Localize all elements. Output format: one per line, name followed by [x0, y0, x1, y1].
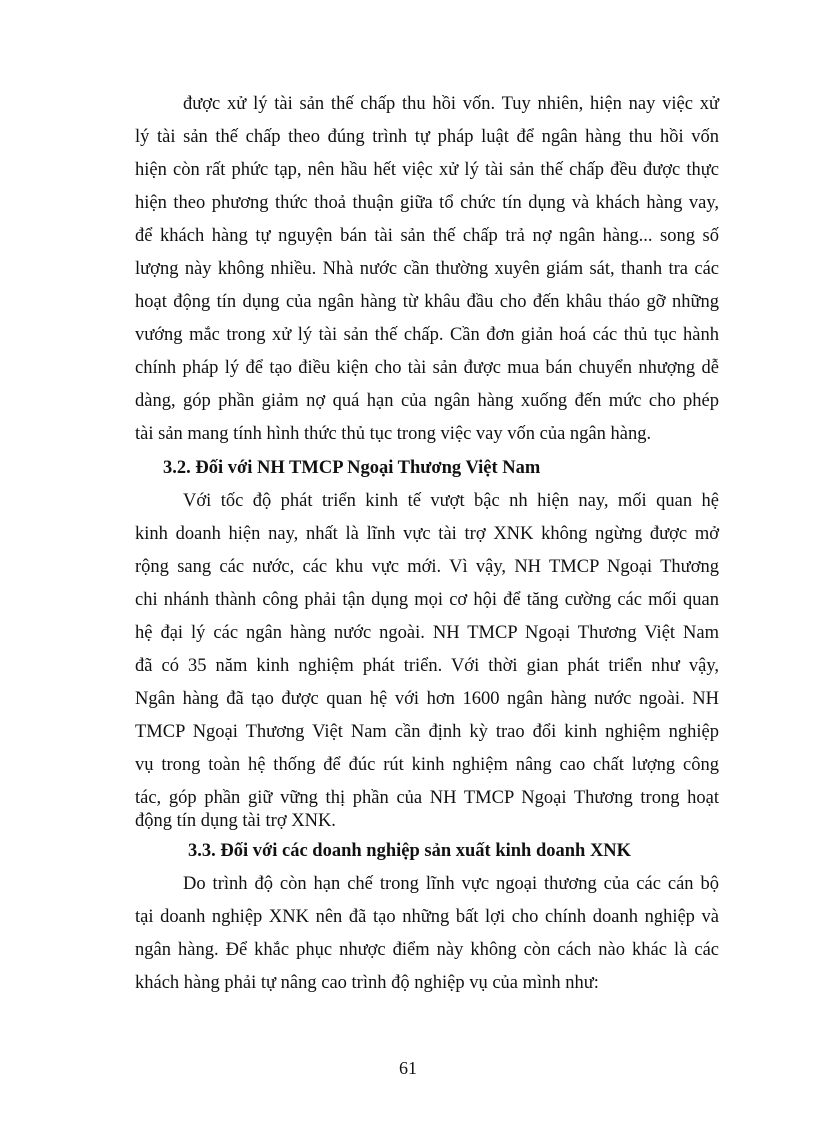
- text-line: lượng này không nhiều. Nhà nước cần thường xuyên giám sát, thanh tra các: [135, 259, 719, 279]
- text-line: kinh doanh hiện nay, nhất là lĩnh vực tài trợ XNK không ngừng được mở: [135, 524, 719, 544]
- page-number: 61: [399, 1058, 417, 1078]
- text-line: đã có 35 năm kinh nghiệm phát triển. Với thời gian phát triển như vậy,: [135, 656, 719, 676]
- text-line: chính pháp lý để tạo điều kiện cho tài sản được mua bán chuyển nhượng dễ: [135, 358, 719, 378]
- text-line: dàng, góp phần giảm nợ quá hạn của ngân hàng xuống đến mức cho phép: [135, 391, 719, 411]
- text-line: hoạt động tín dụng của ngân hàng từ khâu đầu cho đến khâu tháo gỡ những: [135, 292, 719, 312]
- text-line: TMCP Ngoại Thương Việt Nam cần định kỳ trao đổi kinh nghiệm nghiệp: [135, 722, 719, 742]
- text-line: tại doanh nghiệp XNK nên đã tạo những bất lợi cho chính doanh nghiệp và: [135, 907, 719, 927]
- text-line: khách hàng phải tự nâng cao trình độ nghiệp vụ của mình như:: [135, 973, 599, 993]
- text-line: được xử lý tài sản thế chấp thu hồi vốn. Tuy nhiên, hiện nay việc xử: [183, 94, 719, 114]
- text-line: vướng mắc trong xử lý tài sản thế chấp. Cần đơn giản hoá các thủ tục hành: [135, 325, 719, 345]
- text-line: động tín dụng tài trợ XNK.: [135, 811, 336, 831]
- text-line: Do trình độ còn hạn chế trong lĩnh vực ngoại thương của các cán bộ: [183, 874, 719, 894]
- text-line: hiện theo phương thức thoả thuận giữa tổ chức tín dụng và khách hàng vay,: [135, 193, 719, 213]
- text-line: hệ đại lý các ngân hàng nước ngoài. NH TMCP Ngoại Thương Việt Nam: [135, 623, 719, 643]
- section-heading: 3.3. Đối với các doanh nghiệp sản xuất kinh doanh XNK: [188, 841, 632, 861]
- text-line: Với tốc độ phát triển kinh tế vượt bậc nh hiện nay, mối quan hệ: [183, 491, 719, 511]
- text-line: ngân hàng. Để khắc phục nhược điểm này không còn cách nào khác là các: [135, 940, 719, 960]
- text-line: tác, góp phần giữ vững thị phần của NH TMCP Ngoại Thương trong hoạt: [135, 788, 719, 808]
- text-line: Ngân hàng đã tạo được quan hệ với hơn 1600 ngân hàng nước ngoài. NH: [135, 689, 719, 709]
- text-line: rộng sang các nước, các khu vực mới. Vì vậy, NH TMCP Ngoại Thương: [135, 557, 719, 577]
- text-line: lý tài sản thế chấp theo đúng trình tự pháp luật để ngân hàng thu hồi vốn: [135, 127, 719, 147]
- text-line: hiện còn rất phức tạp, nên hầu hết việc xử lý tài sản thế chấp đều được thực: [135, 160, 719, 180]
- section-heading: 3.2. Đối với NH TMCP Ngoại Thương Việt Nam: [163, 458, 541, 478]
- text-line: để khách hàng tự nguyện bán tài sản thế chấp trả nợ ngân hàng... song số: [135, 226, 719, 246]
- text-line: tài sản mang tính hình thức thủ tục trong việc vay vốn của ngân hàng.: [135, 424, 652, 444]
- text-line: vụ trong toàn hệ thống để đúc rút kinh nghiệm nâng cao chất lượng công: [135, 755, 719, 775]
- text-line: chi nhánh thành công phải tận dụng mọi cơ hội để tăng cường các mối quan: [135, 590, 719, 610]
